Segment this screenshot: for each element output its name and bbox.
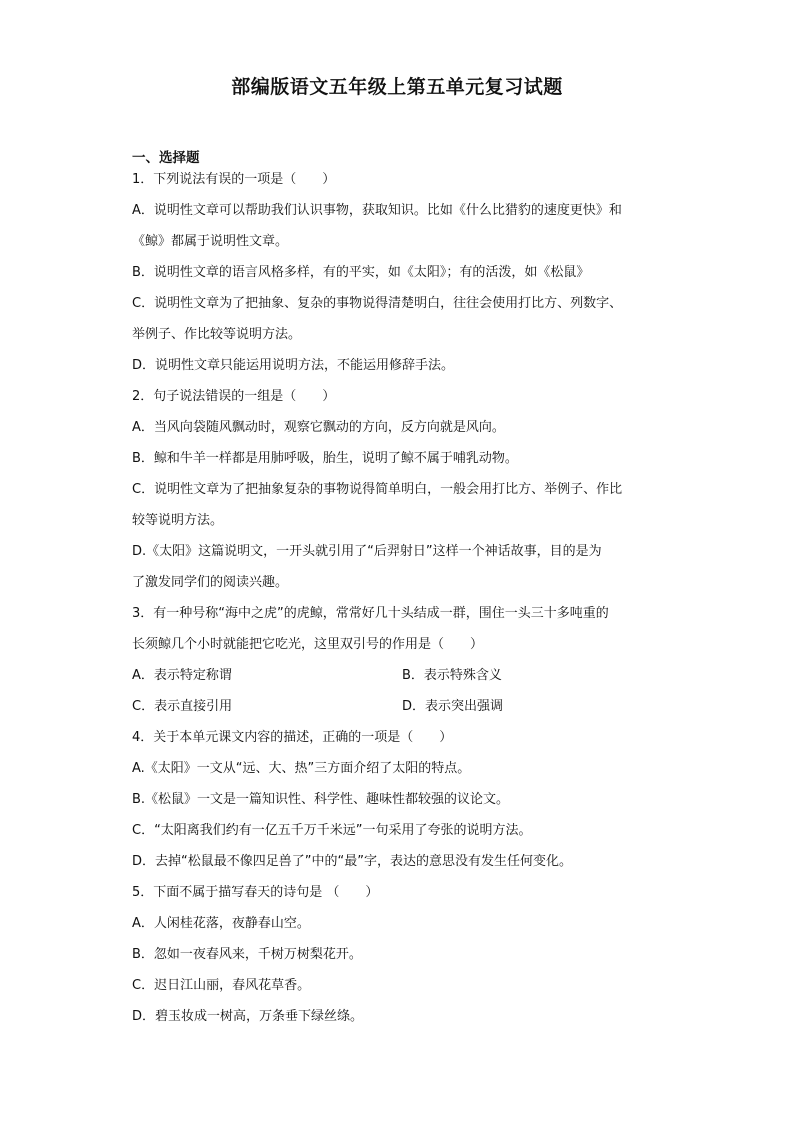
option-b: B.《松鼠》一文是一篇知识性、科学性、趣味性都较强的议论文。 xyxy=(132,792,510,807)
question-5 xyxy=(132,882,672,1037)
option-c: C．表示直接引用 xyxy=(132,699,233,714)
option-c: C．说明性文章为了把抽象复杂的事物说得简单明白，一般会用打比方、举例子、作比 xyxy=(132,482,623,497)
option-row xyxy=(132,696,672,727)
option-d: D．说明性文章只能运用说明方法，不能运用修辞手法。 xyxy=(132,358,455,373)
option-b: B．鲸和牛羊一样都是用肺呼吸，胎生，说明了鲸不属于哺乳动物。 xyxy=(132,451,518,466)
option-b: B．忽如一夜春风来，千树万树梨花开。 xyxy=(132,947,362,962)
option-b: B．说明性文章的语言风格多样，有的平实，如《太阳》；有的活泼，如《松鼠》 xyxy=(132,265,590,280)
question-stem: 2．句子说法错误的一组是（ ） xyxy=(132,389,336,404)
option-a: A．人闲桂花落，夜静春山空。 xyxy=(132,916,310,931)
option-d: D.《太阳》这篇说明文，一开头就引用了“后羿射日”这样一个神话故事，目的是为 xyxy=(132,544,602,559)
option-b: B．表示特殊含义 xyxy=(402,668,502,683)
option-a-continued: 《鲸》都属于说明性文章。 xyxy=(132,234,289,249)
question-stem: 1．下列说法有误的一项是（ ） xyxy=(132,172,336,187)
option-c-continued: 举例子、作比较等说明方法。 xyxy=(132,327,302,342)
question-4 xyxy=(132,727,672,882)
option-a: A．说明性文章可以帮助我们认识事物，获取知识。比如《什么比猎豹的速度更快》和 xyxy=(132,203,622,218)
option-c: C．说明性文章为了把抽象、复杂的事物说得清楚明白，往往会使用打比方、列数字、 xyxy=(132,296,623,311)
option-a: A．表示特定称谓 xyxy=(132,668,232,683)
document-title: 部编版语文五年级上第五单元复习试题 xyxy=(231,76,563,98)
option-c: C．迟日江山丽，春风花草香。 xyxy=(132,978,311,993)
option-a: A.《太阳》一文从“远、大、热”三方面介绍了太阳的特点。 xyxy=(132,761,471,776)
question-1 xyxy=(132,169,672,386)
question-stem: 5．下面不属于描写春天的诗句是 （ ） xyxy=(132,885,379,900)
question-list xyxy=(132,169,672,1037)
option-a: A．当风向袋随风飘动时，观察它飘动的方向，反方向就是风向。 xyxy=(132,420,505,435)
option-d: D．碧玉妆成一树高，万条垂下绿丝绦。 xyxy=(132,1009,364,1024)
question-stem: 3．有一种号称“海中之虎”的虎鲸，常常好几十头结成一群，围住一头三十多吨重的 xyxy=(132,606,609,621)
option-d: D．去掉“松鼠最不像四足兽了”中的“最”字，表达的意思没有发生任何变化。 xyxy=(132,854,572,869)
question-3 xyxy=(132,603,672,727)
question-stem: 4．关于本单元课文内容的描述，正确的一项是（ ） xyxy=(132,730,453,745)
option-d: D．表示突出强调 xyxy=(402,699,504,714)
option-c: C．“太阳离我们约有一亿五千万千米远”一句采用了夸张的说明方法。 xyxy=(132,823,532,838)
option-d-continued: 了激发同学们的阅读兴趣。 xyxy=(132,575,289,590)
option-c-continued: 较等说明方法。 xyxy=(132,513,224,528)
section-heading: 一、选择题 xyxy=(132,150,200,166)
question-stem-continued: 长须鲸几个小时就能把它吃光，这里双引号的作用是（ ） xyxy=(132,637,484,652)
question-2 xyxy=(132,386,672,603)
option-row xyxy=(132,665,672,696)
